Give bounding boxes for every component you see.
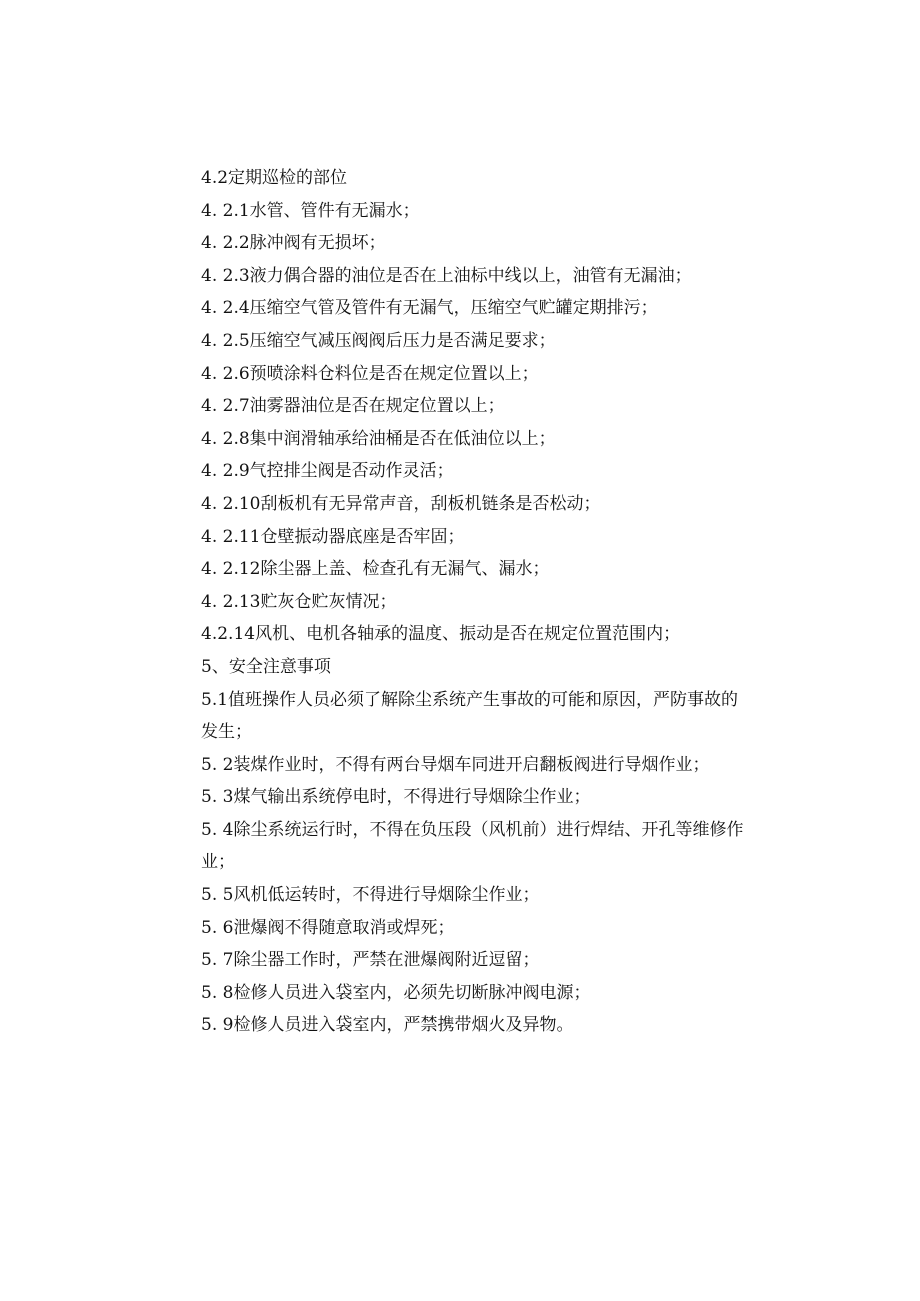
- section-heading: 4.2定期巡检的部位: [201, 168, 348, 188]
- inspection-item: 4. 2.9气控排尘阀是否动作灵活；: [201, 461, 454, 482]
- safety-item: 5. 7除尘器工作时，严禁在泄爆阀附近逗留；: [201, 950, 540, 971]
- inspection-item: 4. 2.13贮灰仓贮灰情况；: [201, 591, 397, 612]
- safety-item: 5. 6泄爆阀不得随意取消或焊死；: [201, 917, 455, 938]
- inspection-item: 4. 2.1水管、管件有无漏水；: [201, 200, 420, 221]
- inspection-item: 4. 2.7油雾器油位是否在规定位置以上；: [201, 396, 505, 417]
- safety-item: 5. 9检修人员进入袋室内，严禁携带烟火及异物。: [201, 1015, 574, 1036]
- inspection-item: 4. 2.11仓壁振动器底座是否牢固；: [201, 526, 465, 547]
- safety-item: 5. 4除尘系统运行时，不得在负压段（风机前）进行焊结、开孔等维修作业；: [201, 819, 744, 873]
- inspection-item: 4. 2.12除尘器上盖、检查孔有无漏气、漏水；: [201, 559, 550, 580]
- section-heading: 5、安全注意事项: [201, 656, 331, 677]
- inspection-item: 4. 2.4压缩空气管及管件有无漏气，压缩空气贮罐定期排污；: [201, 298, 658, 319]
- safety-item: 5. 3煤气输出系统停电时，不得进行导烟除尘作业；: [201, 787, 591, 808]
- document-body: [201, 162, 746, 1042]
- inspection-item: 4. 2.5压缩空气减压阀阀后压力是否满足要求；: [201, 330, 556, 351]
- inspection-item: 4. 2.2脉冲阀有无损坏；: [201, 233, 386, 254]
- safety-item: 5. 8检修人员进入袋室内，必须先切断脉冲阀电源；: [201, 982, 591, 1003]
- safety-item: 5. 5风机低运转时，不得进行导烟除尘作业；: [201, 885, 540, 906]
- safety-item: 5.1值班操作人员必须了解除尘系统产生事故的可能和原因，严防事故的发生；: [201, 689, 739, 743]
- inspection-item: 4.2.14风机、电机各轴承的温度、振动是否在规定位置范围内；: [201, 624, 681, 645]
- inspection-item: 4. 2.10刮板机有无异常声音，刮板机链条是否松动；: [201, 493, 601, 514]
- safety-item: 5. 2装煤作业时，不得有两台导烟车同进开启翻板阀进行导烟作业；: [201, 754, 710, 775]
- inspection-item: 4. 2.8集中润滑轴承给油桶是否在低油位以上；: [201, 428, 556, 449]
- inspection-item: 4. 2.3液力偶合器的油位是否在上油标中线以上，油管有无漏油；: [201, 265, 692, 286]
- inspection-item: 4. 2.6预喷涂料仓料位是否在规定位置以上；: [201, 363, 539, 384]
